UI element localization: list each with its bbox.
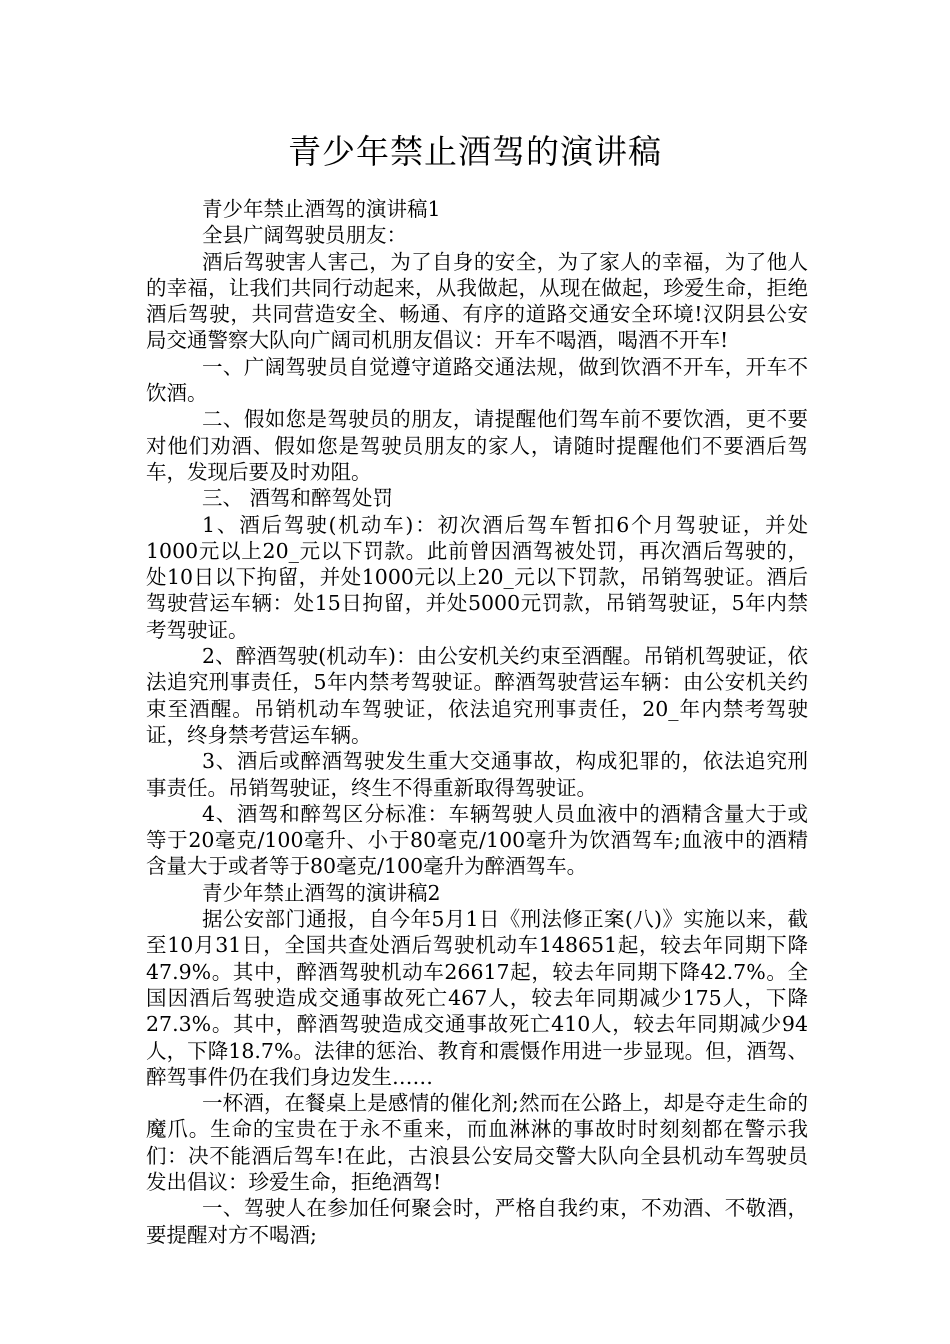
section-heading-2: 青少年禁止酒驾的演讲稿2 [202,880,441,905]
paragraph: 一杯酒，在餐桌上是感情的催化剂;然而在公路上，却是夺走生命的魔爪。生命的宝贵在于永不重来，而血淋淋的事故时时刻刻都在警示我们：决不能酒后驾车!在此，古浪县公安局交警大队向全县机动车驾驶员发出倡议：珍爱生命，拒绝酒驾! [146,1091,808,1194]
paragraph: 据公安部门通报，自今年5月1日《刑法修正案(八)》实施以来，截至10月31日，全国共查处酒后驾驶机动车148651起，较去年同期下降47.9%。其中，醉酒驾驶机动车26617起，较去年同期下降42.7%。全国因酒后驾驶造成交通事故死亡467人，较去年同期减少175人，下降27.3%。其中，醉酒驾驶造成交通事故死亡410人，较去年同期减少94人，下降18.7%。法律的惩治、教育和震慑作用进一步显现。但，酒驾、醉驾事件仍在我们身边发生…… [146,907,808,1089]
document-title: 青少年禁止酒驾的演讲稿 [288,132,662,171]
document-body [146,196,808,1248]
section-heading-1: 青少年禁止酒驾的演讲稿1 [202,197,441,221]
subheading: 三、 酒驾和醉驾处罚 [202,486,394,511]
paragraph: 1、酒后驾驶(机动车)：初次酒后驾车暂扣6个月驾驶证，并处1000元以上20_元以下罚款。此前曾因酒驾被处罚，再次酒后驾驶的，处10日以下拘留，并处1000元以上20_元以下罚款，吊销驾驶证。酒后驾驶营运车辆：处15日拘留，并处5000元罚款，吊销驾驶证，5年内禁考驾驶证。 [146,512,808,642]
paragraph: 一、广阔驾驶员自觉遵守道路交通法规，做到饮酒不开车，开车不饮酒。 [146,354,808,406]
paragraph: 2、醉酒驾驶(机动车)：由公安机关约束至酒醒。吊销机驾驶证，依法追究刑事责任，5年内禁考驾驶证。醉酒驾驶营运车辆：由公安机关约束至酒醒。吊销机动车驾驶证，依法追究刑事责任，20_年内禁考驾驶证，终身禁考营运车辆。 [146,644,808,747]
paragraph: 一、驾驶人在参加任何聚会时，严格自我约束，不劝酒、不敬酒，要提醒对方不喝酒; [146,1196,808,1247]
paragraph: 4、酒驾和醉驾区分标准：车辆驾驶人员血液中的酒精含量大于或等于20毫克/100毫升、小于80毫克/100毫升为饮酒驾车;血液中的酒精含量大于或者等于80毫克/100毫升为醉酒驾车。 [146,801,808,879]
paragraph: 二、假如您是驾驶员的朋友，请提醒他们驾车前不要饮酒，更不要对他们劝酒、假如您是驾驶员朋友的家人，请随时提醒他们不要酒后驾车，发现后要及时劝阻。 [146,407,808,484]
paragraph: 酒后驾驶害人害己，为了自身的安全，为了家人的幸福，为了他人的幸福，让我们共同行动起来，从我做起，从现在做起，珍爱生命，拒绝酒后驾驶，共同营造安全、畅通、有序的道路交通安全环境!汉阴县公安局交通警察大队向广阔司机朋友倡议：开车不喝酒，喝酒不开车! [146,249,808,353]
paragraph: 3、酒后或醉酒驾驶发生重大交通事故，构成犯罪的，依法追究刑事责任。吊销驾驶证，终生不得重新取得驾驶证。 [146,749,808,800]
salutation: 全县广阔驾驶员朋友： [202,223,407,248]
